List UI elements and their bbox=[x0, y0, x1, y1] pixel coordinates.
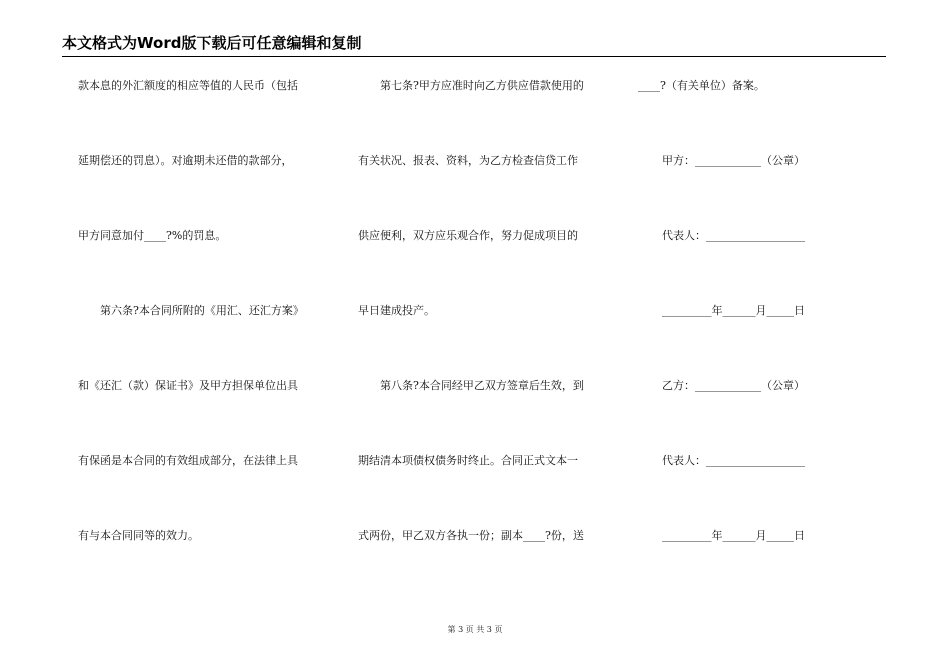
document-header: 本文格式为Word版下载后可任意编辑和复制 bbox=[62, 34, 886, 57]
text-line: 供应便利，双方应乐观合作，努力促成项目的 bbox=[358, 229, 578, 242]
party-b-seal-line: 乙方：____________（公章） bbox=[662, 379, 805, 392]
text-line: 期结清本项债权债务时终止。合同正式文本一 bbox=[358, 454, 578, 467]
party-b-date-line: _________年______月_____日 bbox=[662, 529, 805, 542]
party-a-representative-line: 代表人：__________________ bbox=[662, 229, 805, 242]
text-line: 延期偿还的罚息）。对逾期未还借的款部分， bbox=[78, 154, 293, 167]
text-line: 早日建成投产。 bbox=[358, 304, 435, 317]
page-number: 第 3 页 共 3 页 bbox=[447, 625, 503, 634]
text-line: 第七条?甲方应准时向乙方供应借款使用的 bbox=[358, 79, 584, 92]
text-line: 第八条?本合同经甲乙双方签章后生效，到 bbox=[358, 379, 584, 392]
party-b-representative-line: 代表人：__________________ bbox=[662, 454, 805, 467]
text-line: 有保函是本合同的有效组成部分，在法律上具 bbox=[78, 454, 298, 467]
party-a-seal-line: 甲方：____________（公章） bbox=[662, 154, 805, 167]
party-a-date-line: _________年______月_____日 bbox=[662, 304, 805, 317]
text-line: 有与本合同同等的效力。 bbox=[78, 529, 199, 542]
text-line: 式两份，甲乙双方各执一份；副本____?份，送 bbox=[358, 529, 584, 542]
filing-line: ____?（有关单位）备案。 bbox=[638, 79, 765, 92]
text-line: 第六条?本合同所附的《用汇、还汇方案》 bbox=[78, 304, 304, 317]
text-line: 有关状况、报表、资料，为乙方检查信贷工作 bbox=[358, 154, 578, 167]
text-line: 甲方同意加付____?%的罚息。 bbox=[78, 229, 227, 242]
text-line: 和《还汇（款）保证书》及甲方担保单位出具 bbox=[78, 379, 298, 392]
text-line: 款本息的外汇额度的相应等值的人民币（包括 bbox=[78, 79, 298, 92]
